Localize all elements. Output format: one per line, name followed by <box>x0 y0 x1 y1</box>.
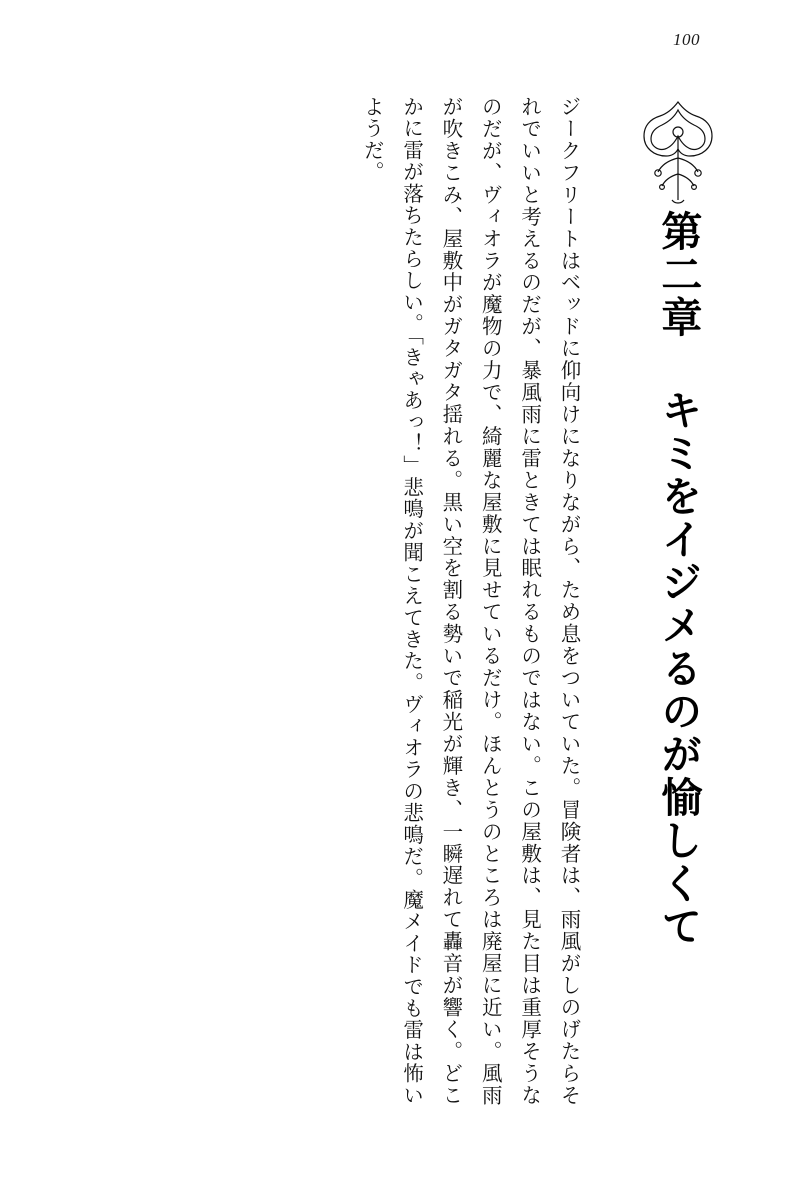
floral-ornament-icon <box>632 96 724 208</box>
chapter-title: 第二章 キミをイジメるのが愉しくて <box>654 210 703 948</box>
chapter-heading <box>624 96 732 948</box>
body-paragraph: ジークフリートはベッドに仰向けになりながら、ため息をついていた。冒険者は、雨風がしのげたらそれでいいと考えるのだが、暴風雨に雷ときては眠れるものではない。この屋敷は、見た目は重厚そうなのだが、ヴィオラが魔物の力で、綺麗な屋敷に見せているだけ。ほんとうのところは廃屋に近い。風雨が吹きこみ、屋敷中がガタガタ揺れる。黒い空を割る勢いで稲光が輝き、一瞬遅れて轟音が響く。どこかに雷が落ちたらしい。「きゃあっ！」悲鳴が聞こえてきた。ヴィオラの悲鳴だ。魔メイドでも雷は怖いようだ。 <box>360 96 581 1106</box>
body-text <box>352 96 588 1106</box>
page-body-region <box>38 96 732 1140</box>
page-number: 100 <box>673 30 700 49</box>
